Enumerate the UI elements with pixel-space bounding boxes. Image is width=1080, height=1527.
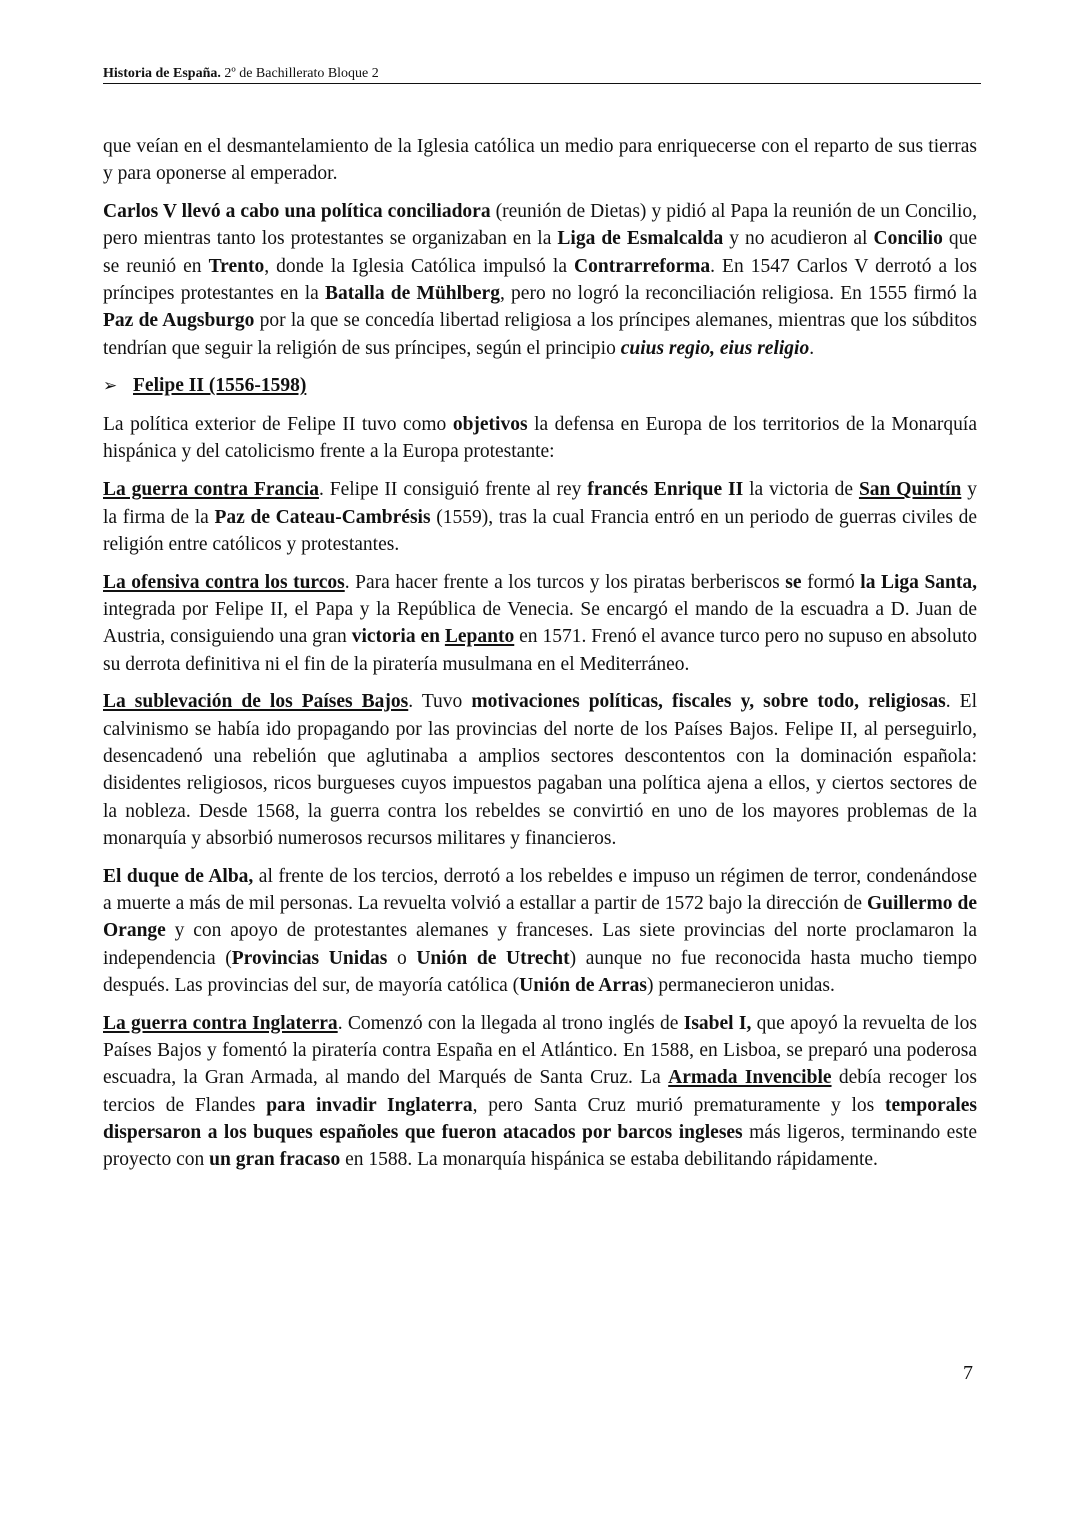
subheading-text: La ofensiva contra los turcos (103, 571, 345, 593)
bold-text: un gran fracaso (209, 1149, 341, 1171)
text: integrada por Felipe II, el Papa y la República de Venecia. Se encargó el mando de la escuadra a D. Juan de Austria, consiguiendo una gran (103, 598, 977, 648)
text: . En 1547 Carlos V derrotó a los príncipes protestantes en la (103, 255, 977, 304)
subheading-text: La guerra contra Inglaterra (103, 1012, 338, 1034)
underlined-bold-text: San Quintín (858, 479, 962, 501)
text: que veían en el desmantelamiento de la Iglesia católica un medio para enriquecerse con el reparto de sus tierras y para oponerse al emperador. (103, 136, 977, 185)
bold-text: El duque de Alba, (103, 865, 254, 887)
text: por la que se concedía libertad religiosa a los príncipes alemanes, mientras que los súbditos tendrían que seguir la religión de sus príncipes, según el principio (103, 310, 977, 359)
bold-text: temporales dispersaron a los buques españoles que fueron atacados por barcos ingleses (103, 1094, 978, 1143)
text: (reunión de Dietas) y pidió al Papa la reunión de un Concilio, pero mientras tanto los protestantes se organizaban en la (103, 201, 977, 250)
text: al frente de los tercios, derrotó a los rebeldes e impuso un régimen de terror, condenándose a muerte a más de mil personas. La revuelta volvió a estallar a partir de 1572 bajo la dirección de (103, 865, 978, 914)
bold-text: Batalla de Mühlberg (325, 282, 500, 304)
header-subtitle: 2º de Bachillerato Bloque 2 (220, 66, 379, 81)
header-title: Historia de España. (103, 66, 221, 81)
page-number: 7 (963, 1362, 973, 1384)
underlined-bold-text: Armada Invencible (668, 1067, 832, 1089)
text: en 1571. Frenó el avance turco pero no supuso en absoluto su derrota definitiva ni el fin de la piratería musulmana en el Mediterráneo. (103, 626, 978, 675)
text: ) aunque no fue reconocida hasta mucho tiempo después. Las provincias del sur, de mayoría católica ( (103, 947, 978, 996)
text: . Felipe II consiguió frente al rey (318, 479, 588, 501)
text: . Para hacer frente a los turcos y los piratas berberiscos (344, 571, 786, 593)
text: ) permanecieron unidas. (647, 974, 835, 996)
bold-text: Guillermo de Orange (103, 892, 977, 942)
paragraph-duque-alba (103, 863, 977, 999)
document-body (103, 133, 977, 1184)
paragraph-intro-continuation (103, 133, 977, 188)
subheading-text: La guerra contra Francia (103, 479, 319, 501)
text: , donde la Iglesia Católica impulsó la (264, 255, 575, 277)
bold-text: la Liga Santa, (860, 571, 978, 593)
text: . Tuvo (408, 691, 472, 713)
bold-text: Provincias Unidas (231, 947, 388, 969)
bold-text: objetivos (452, 414, 528, 436)
bold-text: Unión de Utrecht (416, 947, 570, 969)
bold-text: francés Enrique II (587, 479, 744, 501)
text: , pero no logró la reconciliación religiosa. En 1555 firmó la (499, 282, 977, 304)
text: y con apoyo de protestantes alemanes y franceses. Las siete provincias del norte proclamaron la independencia ( (103, 920, 977, 969)
text: la defensa en Europa de los territorios de la Monarquía hispánica y del catolicismo frente a la Europa protestante: (103, 414, 977, 463)
arrow-bullet-icon: ➢ (103, 376, 118, 397)
text: que se reunió en (103, 228, 977, 277)
text: La política exterior de Felipe II tuvo como (103, 414, 453, 436)
paragraph-inglaterra (103, 1010, 977, 1174)
bold-text: Concilio (873, 228, 943, 250)
paragraph-paises-bajos (103, 688, 977, 852)
text: más ligeros, terminando este proyecto con (103, 1121, 978, 1171)
bold-text: se (785, 571, 802, 593)
paragraph-guerra-francia (103, 476, 977, 558)
underlined-bold-text: Lepanto (444, 626, 515, 648)
text: en 1588. La monarquía hispánica se estaba debilitando rápidamente. (340, 1149, 878, 1171)
bold-text: Carlos V llevó a cabo una política conciliadora (103, 201, 491, 223)
text: debía recoger los tercios de Flandes (103, 1067, 978, 1116)
text: (1559), tras la cual Francia entró en un periodo de guerras civiles de religión entre católicos y protestantes. (103, 506, 977, 555)
text: y la firma de la (103, 479, 978, 528)
bold-text: Paz de Augsburgo (103, 310, 255, 332)
text: la victoria de (743, 479, 859, 501)
text: que apoyó la revuelta de los Países Bajos y fomentó la piratería contra España en el Atlántico. En 1588, en Lisboa, se preparó una poderosa escuadra, la Gran Armada, al mando del Marqués de Santa Cruz. La (103, 1012, 977, 1089)
bold-text: para invadir Inglaterra (266, 1094, 473, 1116)
section-heading-felipe-ii (103, 372, 977, 400)
paragraph-carlos-v (103, 198, 977, 362)
bold-text: Isabel I, (683, 1012, 752, 1034)
bold-text: Liga de Esmalcalda (557, 228, 724, 250)
paragraph-turcos (103, 569, 977, 678)
page-header (103, 66, 981, 84)
text: . (809, 337, 815, 359)
bold-text: Trento (208, 255, 265, 277)
text: , pero Santa Cruz murió prematuramente y los (472, 1094, 885, 1116)
text: formó (801, 571, 861, 593)
bold-text: Paz de Cateau-Cambrésis (214, 506, 431, 528)
bold-italic-text: cuius regio, eius religio (620, 337, 810, 359)
text: o (387, 947, 417, 969)
text: . El calvinismo se había ido propagando por las provincias del norte de los Países Bajos. Felipe II, al perseguirlo, desencadenó una rebelión que aglutinaba a amplios sectores descontentos con la dominación española: disidentes religiosos, ricos burgueses cuyos impuestos pagaban una política ajena a ellos, y ciertos sectores de la nobleza. Desde 1568, la guerra contra los rebeldes se convirtió en uno de los mayores problemas de la monarquía y absorbió numerosos recursos militares y financieros. (103, 691, 977, 849)
subheading-text: La sublevación de los Países Bajos (103, 691, 409, 713)
paragraph-objetivos (103, 411, 977, 466)
bold-text: victoria en (351, 626, 440, 648)
section-heading-text: Felipe II (1556-1598) (133, 375, 307, 397)
bold-text: Unión de Arras (519, 974, 648, 996)
bold-text: motivaciones políticas, fiscales y, sobre todo, religiosas (471, 691, 946, 713)
text: y no acudieron al (723, 228, 874, 250)
bold-text: Contrarreforma (574, 255, 711, 277)
text: . Comenzó con la llegada al trono inglés de (337, 1012, 684, 1034)
